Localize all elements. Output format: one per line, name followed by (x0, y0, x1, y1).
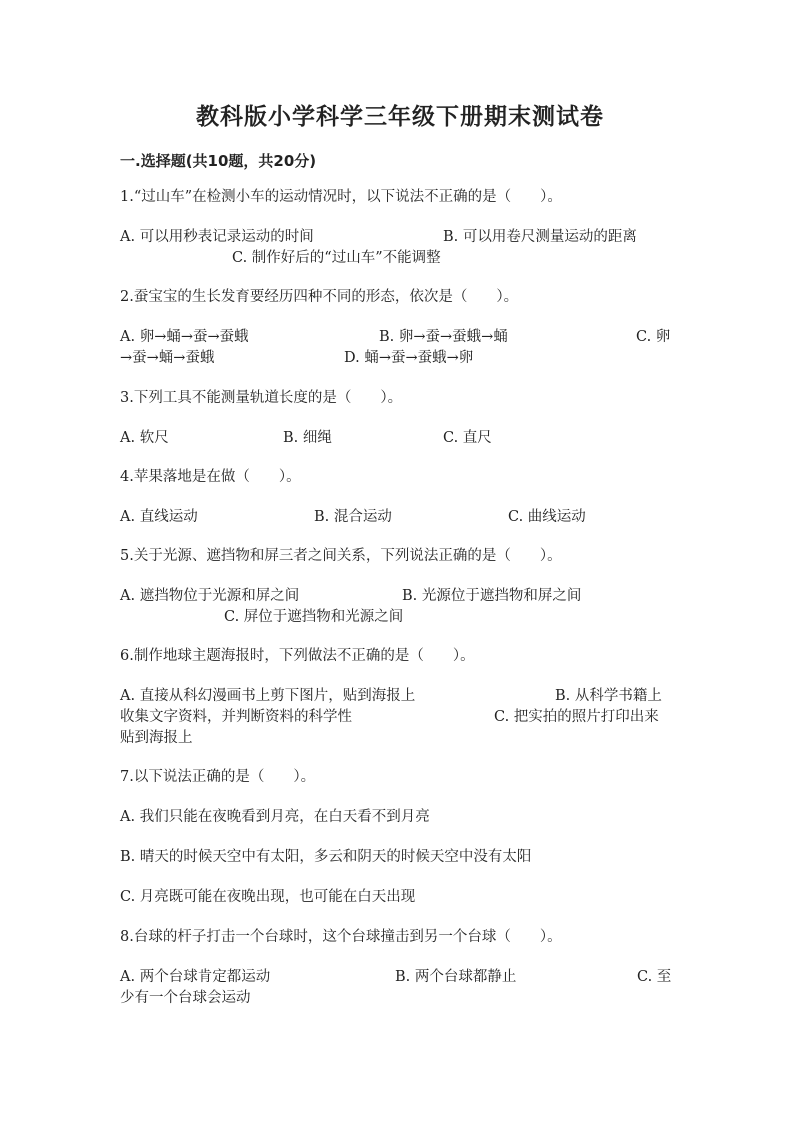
option-b-continued: 收集文字资料，并判断资料的科学性 (120, 709, 352, 725)
question-stem: 1.“过山车”在检测小车的运动情况时，以下说法不正确的是（ ）。 (120, 189, 562, 205)
option-c: C. 制作好后的“过山车”不能调整 (232, 250, 441, 266)
option-c-continued: 贴到海报上 (120, 730, 193, 746)
option-d: D. 蛹→蚕→蚕蛾→卵 (344, 350, 474, 366)
exam-title: 教科版小学科学三年级下册期末测试卷 (196, 104, 604, 130)
option-a: A. 直接从科幻漫画书上剪下图片，贴到海报上 (120, 688, 416, 704)
option-b: B. 从科学书籍上 (555, 688, 662, 704)
option-c: C. 月亮既可能在夜晚出现，也可能在白天出现 (120, 889, 416, 905)
option-c: C. 曲线运动 (508, 509, 586, 525)
option-b: B. 两个台球都静止 (395, 969, 517, 985)
option-a: A. 遮挡物位于光源和屏之间 (120, 588, 300, 604)
option-c-continued: 少有一个台球会运动 (120, 990, 251, 1006)
section-heading: 一.选择题(共10题，共20分) (120, 152, 317, 170)
option-b: B. 混合运动 (314, 509, 392, 525)
question-stem: 5.关于光源、遮挡物和屏三者之间关系，下列说法正确的是（ ）。 (120, 548, 562, 564)
option-c: C. 卵 (636, 329, 671, 345)
option-a: A. 直线运动 (120, 509, 198, 525)
option-b: B. 光源位于遮挡物和屏之间 (402, 588, 582, 604)
question-stem: 2.蚕宝宝的生长发育要经历四种不同的形态，依次是（ ）。 (120, 289, 519, 305)
question-stem: 6.制作地球主题海报时，下列做法不正确的是（ ）。 (120, 648, 475, 664)
option-b: B. 卵→蚕→蚕蛾→蛹 (379, 329, 508, 345)
option-c: C. 至 (637, 969, 672, 985)
option-c-continued: →蚕→蛹→蚕蛾 (120, 350, 215, 366)
option-b: B. 细绳 (283, 430, 332, 446)
option-a: A. 软尺 (120, 430, 169, 446)
option-c: C. 直尺 (443, 430, 492, 446)
option-a: A. 卵→蛹→蚕→蚕蛾 (120, 329, 249, 345)
option-c: C. 屏位于遮挡物和光源之间 (224, 609, 404, 625)
question-stem: 3.下列工具不能测量轨道长度的是（ ）。 (120, 390, 403, 406)
question-stem: 7.以下说法正确的是（ ）。 (120, 769, 316, 785)
question-stem: 8.台球的杆子打击一个台球时，这个台球撞击到另一个台球（ ）。 (120, 929, 562, 945)
option-b: B. 晴天的时候天空中有太阳，多云和阴天的时候天空中没有太阳 (120, 849, 532, 865)
question-stem: 4.苹果落地是在做（ ）。 (120, 469, 301, 485)
option-b: B. 可以用卷尺测量运动的距离 (443, 229, 637, 245)
option-a: A. 可以用秒表记录运动的时间 (120, 229, 314, 245)
option-c: C. 把实拍的照片打印出来 (494, 709, 659, 725)
option-a: A. 两个台球肯定都运动 (120, 969, 271, 985)
option-a: A. 我们只能在夜晚看到月亮，在白天看不到月亮 (120, 809, 430, 825)
